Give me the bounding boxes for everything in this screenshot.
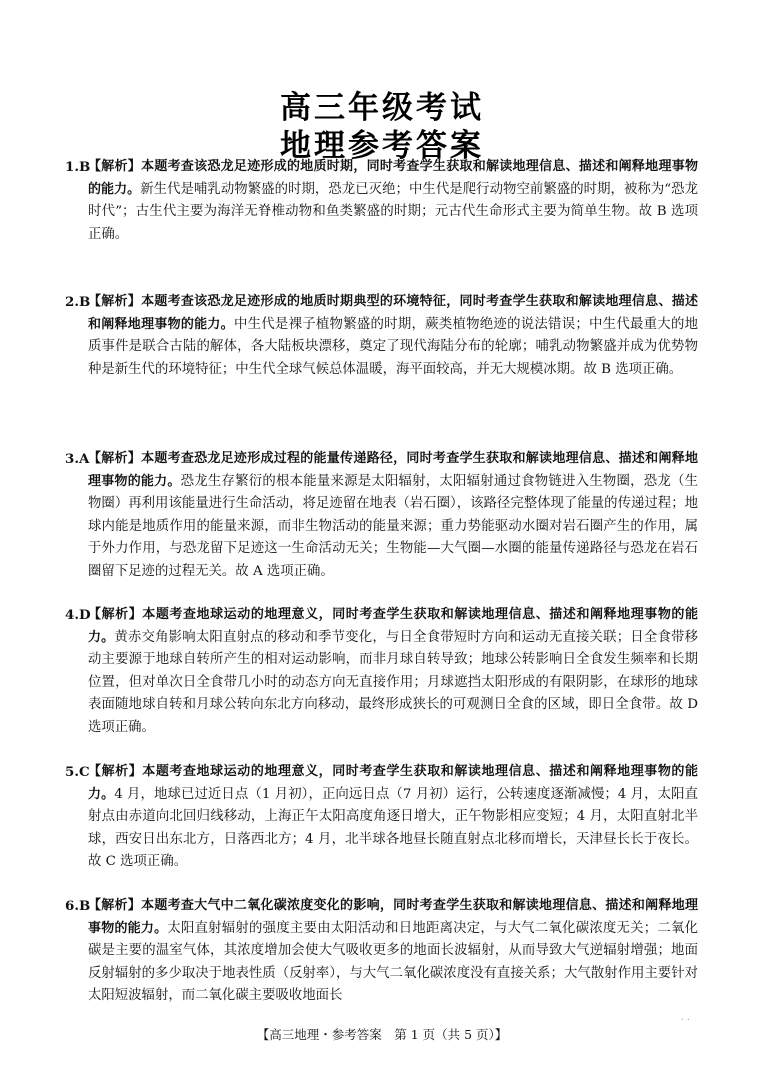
page-footer: 【高三地理・参考答案 第 1 页（共 5 页）】: [256, 1027, 508, 1042]
answer-lead: 【解析】本题考查恐龙足迹形成过程的能量传递路径，同时考查学生获取和解读地理信息、描述和阐释地理事物的能力。: [88, 451, 698, 489]
answer-item: [65, 291, 698, 381]
answer-item: [65, 156, 698, 246]
answer-body: 新生代是哺乳动物繁盛的时期，恐龙已灭绝；中生代是爬行动物空前繁盛的时期，被称为“恐龙时代”；古生代主要为海洋无脊椎动物和鱼类繁盛的时期；元古代生命形式主要为简单生物。故 B 选项正确。: [88, 181, 698, 242]
answer-item: [65, 448, 698, 584]
page-title: 高三年级考试: [280, 90, 484, 126]
answer-lead: 【解析】本题考查地球运动的地理意义，同时考查学生获取和解读地理信息、描述和阐释地理事物的能力。: [88, 607, 698, 645]
answer-number: 1.B: [65, 159, 91, 175]
answer-number: 4.D: [65, 607, 91, 623]
answer-number: 3.A: [65, 451, 90, 467]
answer-body: 太阳直射辐射的强度主要由太阳活动和日地距离决定，与大气二氧化碳浓度无关；二氧化碳是主要的温室气体，其浓度增加会使大气吸收更多的地面长波辐射，从而导致大气逆辐射增强；地面反射辐射的多少取决于地表性质（反射率），与大气二氧化碳浓度没有直接关系；大气散射作用主要针对太阳短波辐射，而二氧化碳主要吸收地面长: [88, 920, 698, 1004]
answer-item: [65, 604, 698, 740]
answer-number: 6.B: [65, 898, 91, 914]
answer-item: [65, 895, 698, 1008]
answer-body: 4 月，地球已过近日点（1 月初），正向远日点（7 月初）运行，公转速度逐渐减慢；4 月，太阳直射点由赤道向北回归线移动，上海正午太阳高度角逐日增大，正午物影相应变短；4 月，太阳直射北半球，西安日出东北方，日落西北方；4 月，北半球各地昼长随直射点北移而增长，天津昼长长于夜长。故 C 选项正确。: [88, 786, 698, 870]
page-subtitle: 地理参考答案: [280, 128, 484, 164]
answer-body: 恐龙生存繁衍的根本能量来源是太阳辐射，太阳辐射通过食物链进入生物圈，恐龙（生物圈）再利用该能量进行生命活动，将足迹留在地表（岩石圈），该路径完整体现了能量的传递过程；地球内能是地质作用的能量来源，而非生物活动的能量来源；重力势能驱动水圈对岩石圈产生的作用，属于外力作用，与恐龙留下足迹这一生命活动无关；生物能—大气圈—水圈的能量传递路径与恐龙在岩石圈留下足迹的过程无关。故 A 选项正确。: [88, 473, 698, 579]
answer-number: 5.C: [65, 764, 90, 780]
answer-body: 黄赤交角影响太阳直射点的移动和季节变化，与日全食带短时方向和运动无直接关联；日全食带移动主要源于地球自转所产生的相对运动影响，而非月球自转导致；地球公转影响日全食发生频率和长期位置，但对单次日全食带几小时的动态方向无直接作用；月球遮挡太阳形成的有限阴影，在球形的地球表面随地球自转和月球公转向东北方向移动，最终形成狭长的可观测日全食的区域，即日全食带。故 D 选项正确。: [88, 629, 698, 735]
answer-lead: 【解析】本题考查该恐龙足迹形成的地质时期典型的环境特征，同时考查学生获取和解读地理信息、描述和阐释地理事物的能力。: [88, 294, 698, 332]
answer-item: [65, 761, 698, 874]
answer-lead: 【解析】本题考查该恐龙足迹形成的地质时期，同时考查学生获取和解读地理信息、描述和阐释地理事物的能力。: [88, 159, 698, 197]
answer-number: 2.B: [65, 294, 91, 310]
answer-lead: 【解析】本题考查大气中二氧化碳浓度变化的影响，同时考查学生获取和解读地理信息、描述和阐释地理事物的能力。: [88, 898, 698, 936]
answer-body: 中生代是裸子植物繁盛的时期，蕨类植物绝迹的说法错误；中生代最重大的地质事件是联合古陆的解体，各大陆板块漂移，奠定了现代海陆分布的轮廓；哺乳动物繁盛并成为优势物种是新生代的环境特征；中生代全球气候总体温暖，海平面较高，并无大规模冰期。故 B 选项正确。: [88, 316, 698, 377]
scan-mark: . .: [680, 1012, 690, 1023]
answer-lead: 【解析】本题考查地球运动的地理意义，同时考查学生获取和解读地理信息、描述和阐释地理事物的能力。: [88, 764, 698, 802]
